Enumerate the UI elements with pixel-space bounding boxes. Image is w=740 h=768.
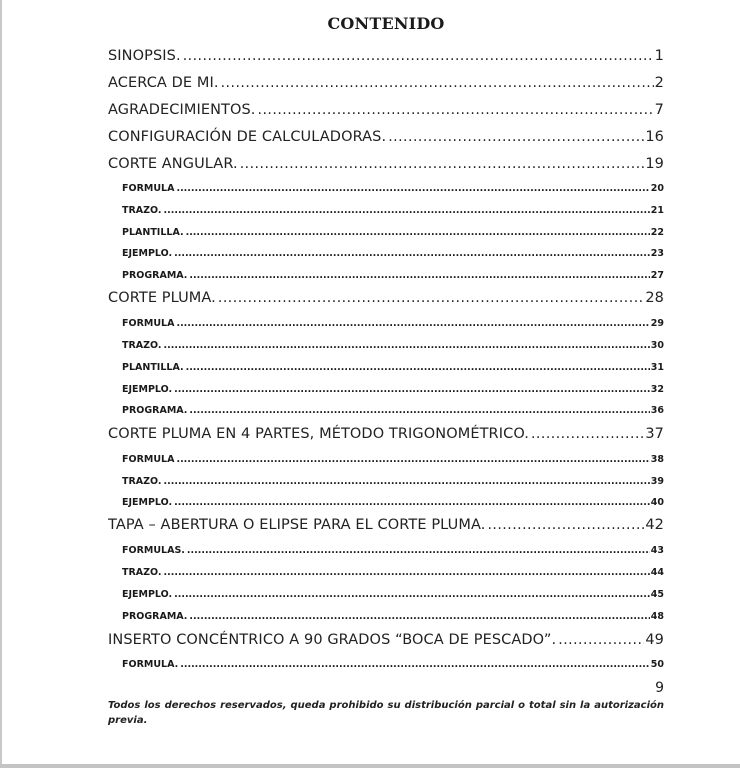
toc-entry-label: TAPA – ABERTURA O ELIPSE PARA EL CORTE PLUMA. xyxy=(108,517,486,533)
dot-leader xyxy=(187,544,650,558)
toc-subentry[interactable] xyxy=(122,658,664,672)
dot-leader xyxy=(176,317,649,331)
dot-leader xyxy=(164,204,650,218)
toc-subentry[interactable] xyxy=(122,453,664,467)
toc-entry-page: 37 xyxy=(645,426,664,442)
toc-entry-page: 39 xyxy=(650,476,664,487)
toc-entry[interactable] xyxy=(108,100,664,120)
copyright-footer: Todos los derechos reservados, queda prohibido su distribución parcial o total sin la autorización previa. xyxy=(108,700,664,726)
toc-entry-page: 2 xyxy=(654,75,664,91)
toc-entry-label: EJEMPLO. xyxy=(122,497,173,508)
toc-entry[interactable] xyxy=(108,288,664,308)
toc-subentry[interactable] xyxy=(122,269,664,283)
toc-subentry[interactable] xyxy=(122,544,664,558)
toc-entry[interactable] xyxy=(108,515,664,535)
toc-subentry[interactable] xyxy=(122,588,664,602)
toc-entry-page: 40 xyxy=(650,497,664,508)
toc-subentry[interactable] xyxy=(122,182,664,196)
dot-leader xyxy=(180,658,650,672)
dot-leader xyxy=(388,127,644,147)
page-bottom-edge xyxy=(0,764,740,768)
toc-entry-page: 20 xyxy=(650,183,664,194)
page-left-border xyxy=(0,0,2,764)
toc-entry-label: EJEMPLO. xyxy=(122,384,173,395)
toc-entry-page: 50 xyxy=(650,659,664,670)
dot-leader xyxy=(189,610,649,624)
toc-subentry[interactable] xyxy=(122,383,664,397)
toc-entry-label: PLANTILLA. xyxy=(122,362,184,373)
toc-entry-page: 42 xyxy=(645,517,664,533)
toc-entry-page: 48 xyxy=(650,611,664,622)
toc-entry-label: SINOPSIS. xyxy=(108,48,181,64)
dot-leader xyxy=(221,73,654,93)
toc-subentry[interactable] xyxy=(122,404,664,418)
dot-leader xyxy=(186,361,650,375)
toc-entry-page: 43 xyxy=(650,545,664,556)
toc-entry-label: AGRADECIMIENTOS. xyxy=(108,102,256,118)
toc-entry-page: 19 xyxy=(645,156,664,172)
toc-subentry[interactable] xyxy=(122,610,664,624)
toc-entry-page: 16 xyxy=(645,129,664,145)
toc-entry-page: 23 xyxy=(650,248,664,259)
toc-entry-label: TRAZO. xyxy=(122,205,162,216)
toc-entry-page: 1 xyxy=(654,48,664,64)
toc-entry-label: FORMULA xyxy=(122,183,175,194)
dot-leader xyxy=(186,226,650,240)
page-number: 9 xyxy=(655,680,664,696)
toc-entry[interactable] xyxy=(108,46,664,66)
toc-entry-page: 44 xyxy=(650,567,664,578)
document-page xyxy=(108,0,664,764)
toc-subentry[interactable] xyxy=(122,226,664,240)
dot-leader xyxy=(531,424,644,444)
toc-entry-label: TRAZO. xyxy=(122,567,162,578)
toc-entry-label: ACERCA DE MI. xyxy=(108,75,219,91)
toc-entry-label: PROGRAMA. xyxy=(122,611,188,622)
toc-entry-label: TRAZO. xyxy=(122,476,162,487)
toc-entry-label: CORTE ANGULAR. xyxy=(108,156,238,172)
toc-entry-page: 28 xyxy=(645,290,664,306)
toc-entry-label: EJEMPLO. xyxy=(122,589,173,600)
toc-entry-label: PROGRAMA. xyxy=(122,405,188,416)
page-title: CONTENIDO xyxy=(327,14,445,33)
toc-entry-label: PLANTILLA. xyxy=(122,227,184,238)
dot-leader xyxy=(487,515,644,535)
dot-leader xyxy=(240,154,645,174)
dot-leader xyxy=(164,339,650,353)
dot-leader xyxy=(189,269,649,283)
dot-leader xyxy=(174,383,650,397)
toc-subentry[interactable] xyxy=(122,204,664,218)
toc-subentry[interactable] xyxy=(122,566,664,580)
dot-leader xyxy=(176,453,649,467)
dot-leader xyxy=(174,588,650,602)
toc-entry-label: CORTE PLUMA EN 4 PARTES, MÉTODO TRIGONOMÉTRICO. xyxy=(108,426,529,442)
toc-entry[interactable] xyxy=(108,154,664,174)
toc-entry-label: FORMULA xyxy=(122,318,175,329)
toc-entry-page: 29 xyxy=(650,318,664,329)
toc-entry-page: 31 xyxy=(650,362,664,373)
toc-entry-page: 30 xyxy=(650,340,664,351)
toc-subentry[interactable] xyxy=(122,475,664,489)
dot-leader xyxy=(174,496,650,510)
toc-entry-page: 38 xyxy=(650,454,664,465)
dot-leader xyxy=(218,288,644,308)
dot-leader xyxy=(558,630,644,650)
toc-entry-label: CORTE PLUMA. xyxy=(108,290,216,306)
toc-entry[interactable] xyxy=(108,127,664,147)
toc-subentry[interactable] xyxy=(122,339,664,353)
dot-leader xyxy=(164,475,650,489)
toc-entry-page: 21 xyxy=(650,205,664,216)
toc-subentry[interactable] xyxy=(122,317,664,331)
toc-entry-label: PROGRAMA. xyxy=(122,270,188,281)
toc-subentry[interactable] xyxy=(122,247,664,261)
toc-entry-page: 27 xyxy=(650,270,664,281)
dot-leader xyxy=(258,100,654,120)
toc-entry-page: 36 xyxy=(650,405,664,416)
toc-entry-page: 49 xyxy=(645,632,664,648)
dot-leader xyxy=(164,566,650,580)
toc-entry[interactable] xyxy=(108,73,664,93)
toc-entry[interactable] xyxy=(108,630,664,650)
toc-entry-label: FORMULAS. xyxy=(122,545,185,556)
dot-leader xyxy=(174,247,650,261)
dot-leader xyxy=(176,182,649,196)
toc-entry-label: TRAZO. xyxy=(122,340,162,351)
toc-entry-page: 32 xyxy=(650,384,664,395)
toc-entry-label: FORMULA xyxy=(122,454,175,465)
toc-entry[interactable] xyxy=(108,424,664,444)
toc-entry-page: 22 xyxy=(650,227,664,238)
toc-entry-label: INSERTO CONCÉNTRICO A 90 GRADOS “BOCA DE PESCADO”. xyxy=(108,632,557,648)
toc-entry-page: 45 xyxy=(650,589,664,600)
dot-leader xyxy=(189,404,649,418)
toc-entry-label: EJEMPLO. xyxy=(122,248,173,259)
toc-entry-page: 7 xyxy=(654,102,664,118)
toc-entry-label: CONFIGURACIÓN DE CALCULADORAS. xyxy=(108,129,387,145)
toc-entry-label: FORMULA. xyxy=(122,659,179,670)
toc-subentry[interactable] xyxy=(122,496,664,510)
toc-subentry[interactable] xyxy=(122,361,664,375)
dot-leader xyxy=(183,46,654,66)
